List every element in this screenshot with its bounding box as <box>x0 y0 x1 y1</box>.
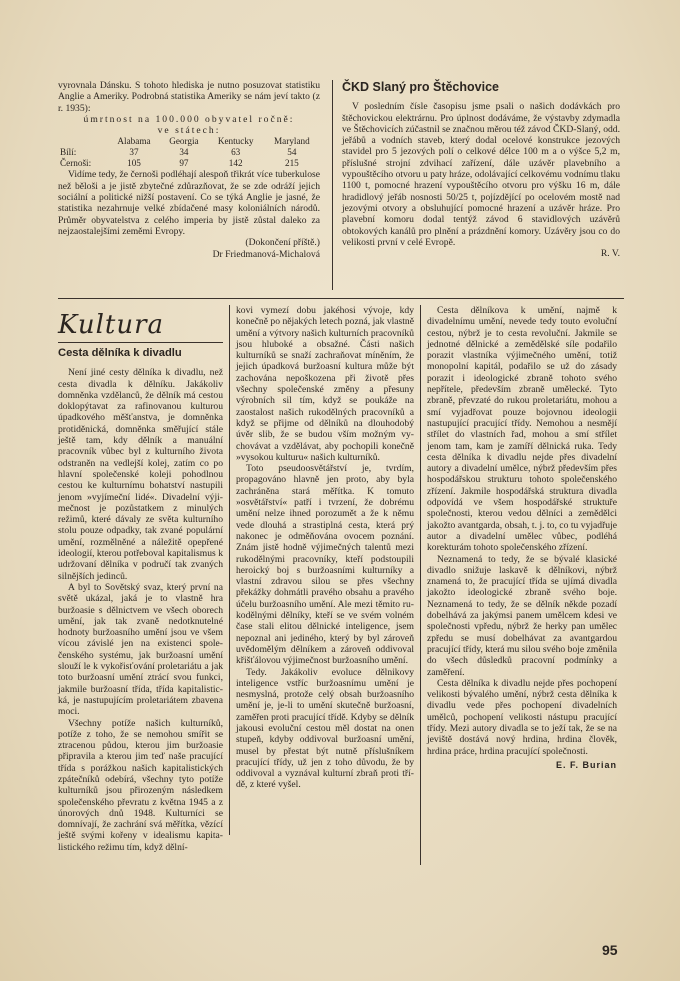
author-initials: R. V. <box>600 248 620 260</box>
section-header-kultura: Kultura <box>58 310 165 340</box>
table-row <box>58 147 320 158</box>
article-column-3 <box>427 305 617 771</box>
article-column-1 <box>58 348 223 853</box>
ckd-article <box>342 80 620 259</box>
table-cell: 105 <box>127 158 141 169</box>
table-cell: Černoši: <box>60 158 92 169</box>
mortality-table <box>58 136 320 169</box>
body-paragraph: Všechny potíže našich kulturníků, potíže z toho, že se nemohou smířit se ztracenou půdou, kterou jim buržoasie připravila a kterou jim teď naše pracující třída s porážkou našich kapitalistických zpátečníků odebírá, všechny tyto potíže kulturníků jsou přirozeným následkem společenského převratu z května 1945 a z únorových dnů 1948. Kulturníci se domnívají, že zachrání svá měřítka, vězící ještě svými kořeny v idealismu kapitalistického režimu tím, když dělní- <box>58 717 223 853</box>
body-paragraph: Toto pseudoosvětářství je, tvrdím, propagováno hlavně jen proto, aby byla zachráněna stará měřítka. K tomuto »osvětářství« patří i tvrzení, že dobrému umění nelze ihned porozumět a že k němu vede dlouhá a strastiplná cesta, která prý nakonec je odměňována ovocem poznání. Znám jistě hodně výjimečných talentů mezi rukodělnými pracovníky, kteří podstoupili heroický boj s buržoasními kulturníky a vlastní zdravou silou se přes všechny překážky dohmátli pravého obsahu a pravého účelu buržoasního umění. Ale mezi těmito rukodělnými dělníky, kteří se ve svém volném čase stali elitou dělnické inteligence, jsem nepoznal ani jediného, který by byl zároveň uvědomělým dělníkem a zároveň oddivoval křišťálovou výjimečnost buržoasního umění. <box>236 463 414 667</box>
column-divider <box>332 80 333 290</box>
page-number: 95 <box>602 942 618 958</box>
tuberculosis-article-end <box>58 80 320 260</box>
table-cell: 142 <box>228 158 243 169</box>
table-header-row <box>58 136 320 147</box>
article-title: Cesta dělníka k divadlu <box>58 347 182 359</box>
body-paragraph: Není jiné cesty dělníka k divadlu, než cesta divadla k dělníku. Jakákoliv domněnka vzdělanců, že dělník má cestou doklopýtavat za rafinovanou kulturou úpadkového měšťanstva, je domněnka protiděnická, domněnka směřující stále ještě tam, kdy dělník a manuální pracovník vůbec byl z kulturního života odstraněn na vedlejší kolej, zatím co po hlavní společenské koleji pohodlnou cestou ke kulturnímu bohatství nastupili jenom »vyjímeční lidé«. Divadelní výjimečnost je pozůstatkem z minulých režimů, které dávaly ze světa kulturního stolu pouze odpadky, tak zvané populární umění, rozmělněné a náležitě opepřené ideologií, kterou potřeboval kapitalismus k udržovaní dělníka v područí tak zvaných silnějších jedinců. <box>58 367 223 582</box>
continued-note: (Dokončení příště.) <box>245 237 320 249</box>
table-row <box>58 158 320 169</box>
table-title-line1: úmrtnost na 100.000 obyvatel ročně: <box>83 113 295 125</box>
table-header-cell: Alabama <box>117 136 151 147</box>
table-cell: 63 <box>231 147 241 158</box>
article-column-2 <box>236 305 414 791</box>
column-divider <box>229 305 230 835</box>
table-cell: 215 <box>284 158 299 169</box>
table-title-line2: ve státech: <box>157 125 221 137</box>
body-paragraph: Tedy. Jakákoliv evoluce dělnikovy inteligence vstříc buržoasnímu umění je nesmyslná, protože celý obsah buržoasního umění je, je-li to umění skutečně buržoasní, zaměřen proti pracující třídě. Kdyby se dělník jakousi evoluční cestou měl dostat na onen stupeň, kdyby oddivoval buržoasní umění, musel by přestat být nutně příslušníkem pracující třídy, už jen z toho důvodu, že by oddivoval a vyznával kulturní zbraň proti třídě, z které vyšel. <box>236 666 414 791</box>
column-divider <box>420 305 421 865</box>
table-cell: Bílí: <box>60 147 77 158</box>
signature-line <box>427 760 617 771</box>
section-header-underline <box>58 342 223 343</box>
body-paragraph: A byl to Sovětský svaz, který první na světě ukázal, jaká je to vlastně hra buržoasie s dělnictvem ve všech oborech umění, jak tak zvaně nedotknutelné hodnoty buržoasního umění jsou ve všem vícou závislé jen na existenci společenského systému, jak buržoasní umění slouží le k vykořisťování proletariátu a jak toto buržoasní umění ztrácí svou funkci, jakmile buržoasní třída, třída kapitalistická, je nastupujícím proletariátem zbavena moci. <box>58 581 223 718</box>
table-cell: 34 <box>179 147 189 158</box>
table-header-cell: Maryland <box>274 136 310 147</box>
body-paragraph: V posledním čísle časopisu jsme psali o našich dodávkách pro štěchovickou elektrárnu. Pro úplnost dodáváme, že výstavby zdymadla ve Štěchovicích zúčastnil se značnou měrou též závod ČKD-Slaný, odd. jeřábů a vodních staveb, který dodal ocelové konstrukce jezových stavidel pro 5 jezových polí o celkové délce 100 m a o výšce 5,2 m, příslušné strojní zdvihací zařízení, dále uzávěr plavebního a vypouštěcího otvoru u paty hráze, odolávající celkovému vodnímu tlaku 1100 t, pomocné hrazení vypouštěcího otvoru pro výšku 16 m, dále hradidlový jeřáb nosnosti 50/25 t, pojízdějící po ocelovém mostě nad jezovými otvory a obsluhující pomocné hrazení a uzávěr hráze. Pro plavební komoru dodal tentýž závod 6 stavidlových uzávěrů obtokových kanálů pro plnění a prázdnění komory. Uzávěry jsou co do velikosti první v celé Evropě. <box>342 101 620 248</box>
table-cell: 37 <box>129 147 139 158</box>
table-cell: 97 <box>179 158 189 169</box>
table-header-cell <box>58 136 108 147</box>
body-paragraph: Cesta dělníka k divadlu nejde přes pochopení velikosti bývalého umění, nýbrž cesta dělníka k divadlu vede přes pochopení divadelních umělců, pochopení velikosti nástupu pracující třídy. Mezi autory divadla se to ježí tak, že se na jeviště dostává nový hrdina, hrdina člověk, hrdina práce, hrdina pracující společnosti. <box>427 677 617 757</box>
author-byline: Dr Friedmanová-Michalová <box>212 248 320 260</box>
body-paragraph: Vidíme tedy, že černoši podléhají alespoň třikrát více tuberkulose než běloši a je jistě zbytečné zdůrazňovat, že se zde odráží jejich sociální a politické nižší postavení. Co se týká Anglie je jasné, že statistika nezahrnuje velké zbídačené masy koloniálních národů. Průměr obyvatelstva z celého imperia by jistě zůstal daleko za nejzaostalejšími zeměmi Evropy. <box>58 169 320 237</box>
body-paragraph: Neznamená to tedy, že se bývalé klasické divadlo snižuje laskavě k dělníkovi, nýbrž znamená to, že pracující třída se ujímá divadla jakožto ideologické zbraně svého boje. Neznamená to tedy, že se dělník někde pozadí dobelhává za jakýmsi panem umělcem kdesi ve společnosti vpředu, nýbrž že herky pan umělec zpředu se musí dobelhávat za avantgardou pracující třídy, která mu silou svého boje změnila do všech důsledků pracovní podmínky a zaměření. <box>427 553 617 678</box>
section-divider <box>58 298 624 299</box>
table-cell: 54 <box>287 147 297 158</box>
article-title: ČKD Slaný pro Štěchovice <box>342 80 499 94</box>
body-paragraph: Cesta dělníkova k umění, najmě k divadelnímu umění, nevede tedy touto evoluční cestou, nýbrž je to cesta revoluční. Jakmile se jednotné dělnické a zemědělské síle podařilo porazit vlastníka výjimečného umění, totiž monopolní kapitál, podařilo se už do zásady porazit i ideologické zbraně tohoto svého nepřítele, především zbraně umělecké. Tyto zbraně, převzaté do rukou proletariátu, mohou a smí vyjadřovat pouze bojovnou ideologii nastupující pracující třídy. Nemohou a nesmějí střílet do vlastních řad, mohou a smí střílet jenom tam, kam je zamíří dělnická ruka. Tedy cesta dělníka k divadlu nejde přes divadelní autory a divadelní umělce, nýbrž především přes hospodářskou strukturu tohoto společenského zřízení. Jakmile hospodářská struktura divadla odpovídá ve všem hospodářské struktuře společnosti, kterou vedou dělníci a zemědělci jakožto avantgarda, obsah, t. j. to, co tu vyjadřuje autor a divadelní umělec vůbec, podléhá korekturám tohoto společenského zřízení. <box>427 305 617 554</box>
body-paragraph: kovi vymezí dobu jakéhosi vývoje, kdy konečně po nějakých letech pozná, jak vlastně umění a výtvory našich kulturních pracovníků jsou hluboké a obsažné. Části našich kulturníků se snaží zachraňovat míněním, že jejich úpadková buržoasní kultura může být zachována nepoškozena při životě přes všechny společenské změny a přesuny výrobních sil tím, když se poukáže na zaostalost našich rukodělných pracovníků a když se přijme od dělníků na dlouhodobý úvěr slib, že se budou vším možným vychovávat a vzdělávat, aby pochopili konečně »vysokou kulturu« našich kulturníků. <box>236 305 414 463</box>
author-signature: E. F. Burian <box>555 759 617 770</box>
table-header-cell: Kentucky <box>217 136 254 147</box>
intro-paragraph: vyrovnala Dánsku. S tohoto hlediska je nutno posuzovat statistiku Anglie a Ameriky. Podrobná statistika Ameriky se nám jeví takto (z r. 1935): <box>58 80 320 114</box>
table-header-cell: Georgia <box>169 136 199 147</box>
